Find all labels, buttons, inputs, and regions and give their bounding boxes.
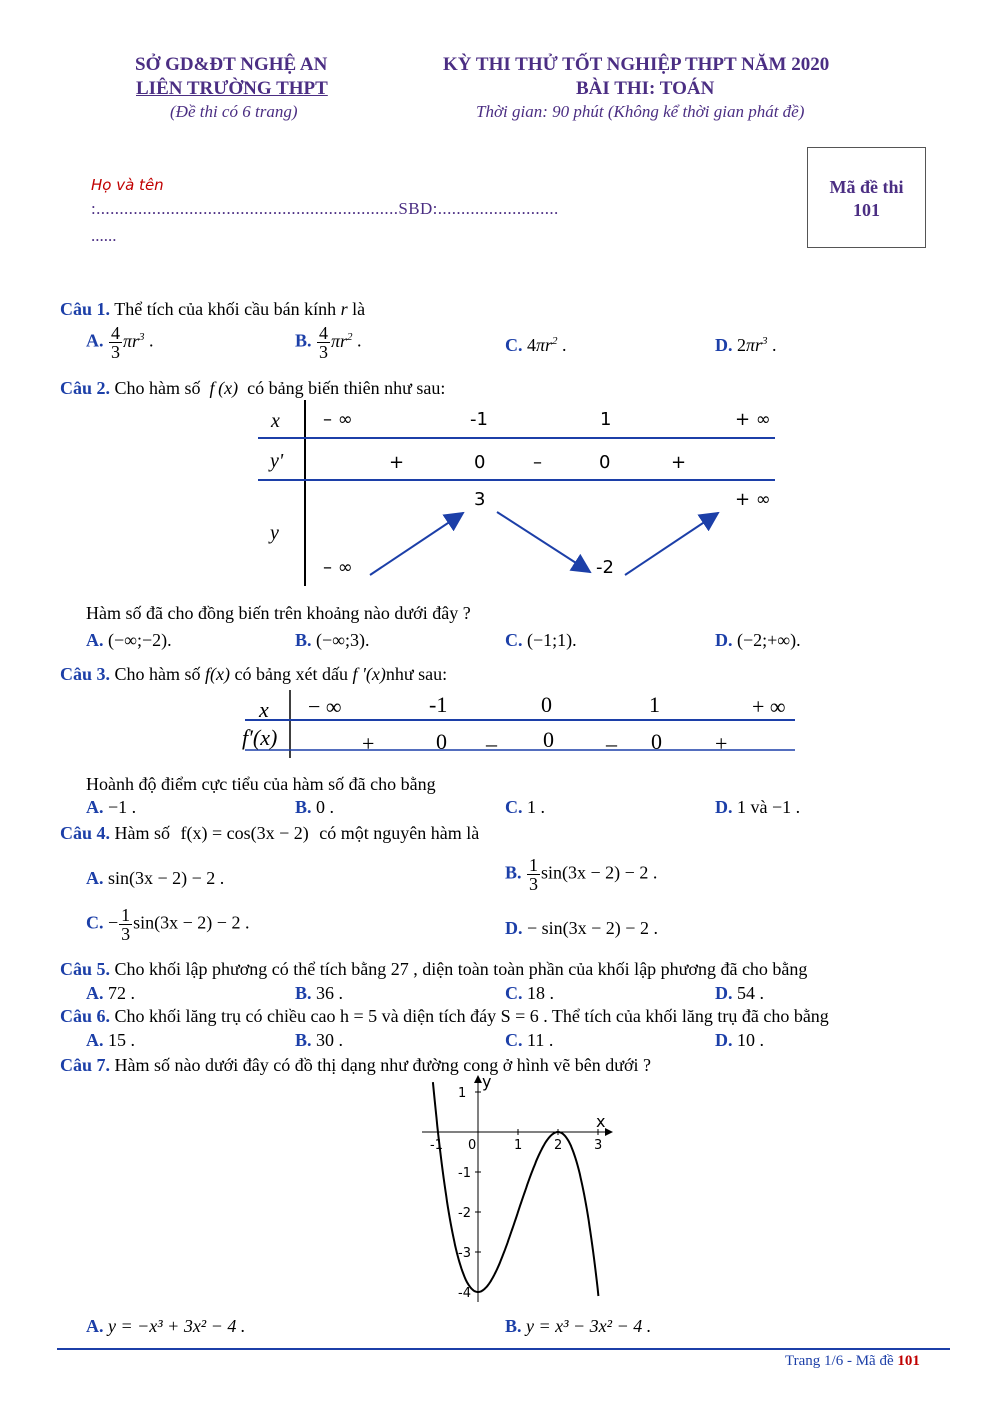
- q1-stem: [60, 299, 365, 320]
- q2-yp-sign: –: [533, 452, 542, 473]
- q2-option-b[interactable]: B. (−∞;3).: [295, 630, 370, 650]
- q3-sign: 0: [651, 729, 662, 754]
- school-name: SỞ GD&ĐT NGHỆ AN: [135, 54, 328, 75]
- q3-option-c[interactable]: C. 1 .: [505, 797, 545, 817]
- option-text: 72 .: [108, 983, 135, 1003]
- option-text: 18 .: [527, 983, 554, 1003]
- q6-option-b[interactable]: B. 30 .: [295, 1030, 344, 1050]
- footer-rule: [57, 1348, 950, 1350]
- y-tick-label: -1: [458, 1166, 471, 1181]
- q2-x-val: -1: [470, 409, 488, 430]
- exam-subject: BÀI THI: TOÁN: [576, 78, 715, 99]
- q1-option-c[interactable]: C. $4\pi r^2$ .: [505, 335, 567, 355]
- q2-y-val: + ∞: [735, 489, 771, 510]
- option-text: (−∞;−2).: [108, 630, 172, 650]
- q1-option-a[interactable]: A. $\frac{4}{3}$ $\pi r^3$ .: [86, 323, 154, 362]
- option-text: 11 .: [527, 1030, 554, 1050]
- q4-text-pre: Hàm số: [114, 823, 171, 843]
- q2-text-pre: Cho hàm số: [114, 378, 201, 398]
- q6-option-c[interactable]: C. 11 .: [505, 1030, 554, 1050]
- page-footer: [785, 1353, 920, 1370]
- q1-option-d[interactable]: D. $2\pi r^3$ .: [715, 335, 777, 355]
- x-tick-label: 0: [468, 1138, 477, 1153]
- q2-y-val: 3: [474, 489, 486, 510]
- q3-sign: 0: [543, 727, 554, 752]
- q2-x-val: 1: [600, 409, 612, 430]
- q6-stem: [60, 1006, 829, 1027]
- name-sbd-dots: :.................................................................SBD:..........................: [91, 199, 559, 218]
- x-tick-label: 1: [514, 1138, 523, 1153]
- q3-text-pre: Cho hàm số: [114, 664, 201, 684]
- x-tick-label: 2: [554, 1138, 563, 1153]
- q5-stem: [60, 959, 807, 980]
- function-curve: [433, 1082, 599, 1296]
- option-text: −1 .: [108, 797, 137, 817]
- exam-code-label: Mã đề thi: [829, 177, 904, 197]
- q2-yp-sign: 0: [474, 452, 486, 473]
- q2-x-val: + ∞: [735, 409, 771, 430]
- q3-x-label: x: [259, 697, 269, 722]
- q4-stem: [60, 823, 479, 844]
- q4-number: Câu 4.: [60, 823, 111, 843]
- q1-var: r: [340, 299, 348, 319]
- q3-x-val: 1: [649, 692, 660, 717]
- q2-text-post: có bảng biến thiên như sau:: [247, 378, 446, 398]
- q2-stem: Câu 2. Cho hàm số f (x) có bảng biến thiên như sau:: [60, 378, 446, 398]
- q3-text-post: như sau:: [385, 664, 448, 684]
- name-sbd-line: [91, 199, 559, 219]
- q2-option-d[interactable]: D. (−2;+∞).: [715, 630, 801, 650]
- q4-text-post: có một nguyên hàm là: [319, 823, 480, 843]
- school-group: LIÊN TRƯỜNG THPT: [136, 78, 328, 99]
- page-count-note: (Đề thi có 6 trang): [170, 102, 298, 121]
- q2-y-label: y: [270, 522, 279, 544]
- q4-option-b[interactable]: B. $\frac{1}{3}$ sin(3x − 2) − 2 .: [505, 855, 658, 894]
- q7-text: Hàm số nào dưới đây có đồ thị dạng như đường cong ở hình vẽ bên dưới ?: [114, 1055, 652, 1075]
- y-tick-label: -3: [458, 1246, 471, 1261]
- x-tick-label: -1: [430, 1138, 443, 1153]
- q3-stem: [60, 664, 447, 685]
- q3-option-a[interactable]: A. −1 .: [86, 797, 137, 817]
- q7-option-b[interactable]: B. y = x³ − 3x² − 4 .: [505, 1316, 652, 1336]
- q5-option-d[interactable]: D. 54 .: [715, 983, 764, 1003]
- option-text: 10 .: [737, 1030, 764, 1050]
- q3-sign: 0: [436, 729, 447, 754]
- option-text: 1 và −1 .: [737, 797, 801, 817]
- q7-graph: [400, 1070, 630, 1310]
- q2-number: Câu 2.: [60, 378, 111, 398]
- q5-text: Cho khối lập phương có thể tích bằng 27 , diện toàn toàn phần của khối lập phương đã cho bằng: [114, 959, 808, 979]
- q3-sign: +: [715, 731, 728, 756]
- q2-yp-sign: 0: [599, 452, 611, 473]
- q3-sign: –: [486, 731, 497, 756]
- q3-number: Câu 3.: [60, 664, 111, 684]
- option-text: y = x³ − 3x² − 4 .: [526, 1316, 652, 1336]
- q7-option-a[interactable]: A. y = −x³ + 3x² − 4 .: [86, 1316, 246, 1336]
- footer-code: 101: [897, 1353, 920, 1369]
- q1-text: Thể tích của khối cầu bán kính: [114, 299, 337, 319]
- q4-func: f(x) = cos(3x − 2): [180, 823, 309, 843]
- exam-code-value: 101: [853, 200, 880, 220]
- q6-number: Câu 6.: [60, 1006, 111, 1026]
- option-text: 36 .: [316, 983, 344, 1003]
- q3-text-mid: có bảng xét dấu: [234, 664, 348, 684]
- q3-x-val: + ∞: [752, 694, 786, 719]
- option-text: − sin(3x − 2) − 2 .: [527, 918, 658, 938]
- q2-yp-sign: +: [671, 452, 687, 473]
- q4-option-a[interactable]: A. sin(3x − 2) − 2 .: [86, 868, 225, 888]
- q3-option-b[interactable]: B. 0 .: [295, 797, 335, 817]
- option-text: sin(3x − 2) − 2 .: [133, 912, 250, 933]
- option-text: 0 .: [316, 797, 335, 817]
- option-text: sin(3x − 2) − 2 .: [541, 862, 658, 883]
- y-tick-label: 1: [458, 1086, 467, 1101]
- name-label: Họ và tên: [91, 176, 164, 194]
- option-text: y = −x³ + 3x² − 4 .: [108, 1316, 246, 1336]
- q1-option-b[interactable]: B. $\frac{4}{3}$ $\pi r^2$ .: [295, 323, 362, 362]
- q3-x-val: -1: [429, 692, 448, 717]
- q4-option-d[interactable]: D. − sin(3x − 2) − 2 .: [505, 918, 658, 938]
- y-axis-label: y: [482, 1072, 492, 1091]
- option-text: (−∞;3).: [316, 630, 370, 650]
- q3-fx: f(x): [205, 664, 231, 684]
- option-text: 30 .: [316, 1030, 344, 1050]
- q5-option-b[interactable]: B. 36 .: [295, 983, 344, 1003]
- q3-fp-label: f′(x): [242, 725, 278, 750]
- option-text: 15 .: [108, 1030, 135, 1050]
- q4-option-c[interactable]: C. − $\frac{1}{3}$ sin(3x − 2) − 2 .: [86, 905, 250, 944]
- footer-page: Trang 1/6 - Mã đề: [785, 1353, 894, 1369]
- q3-question: Hoành độ điểm cực tiểu của hàm số đã cho bằng: [86, 774, 436, 794]
- y-tick-label: -4: [458, 1286, 471, 1301]
- q2-x-label: x: [271, 410, 280, 432]
- q3-option-d[interactable]: D. 1 và −1 .: [715, 797, 801, 817]
- q1-tail: là: [352, 299, 366, 319]
- q7-number: Câu 7.: [60, 1055, 111, 1075]
- option-label: A.: [86, 330, 104, 351]
- q2-y-val: -2: [596, 557, 614, 578]
- q2-x-val: – ∞: [323, 409, 353, 430]
- q2-option-a[interactable]: A. (−∞;−2).: [86, 630, 172, 650]
- q2-question: Hàm số đã cho đồng biến trên khoảng nào dưới đây ?: [86, 603, 471, 623]
- q3-sign: –: [606, 731, 617, 756]
- q3-fpx: f '(x): [352, 664, 386, 684]
- q5-option-c[interactable]: C. 18 .: [505, 983, 554, 1003]
- option-text: (−2;+∞).: [737, 630, 801, 650]
- option-text: 1 .: [527, 797, 545, 817]
- q2-y-val: – ∞: [323, 557, 353, 578]
- q3-x-val: 0: [541, 692, 552, 717]
- option-label: C.: [505, 335, 523, 355]
- option-label: B.: [295, 330, 312, 351]
- exam-title: KỲ THI THỬ TỐT NGHIỆP THPT NĂM 2020: [443, 54, 830, 75]
- q6-option-a[interactable]: A. 15 .: [86, 1030, 135, 1050]
- q1-number: Câu 1.: [60, 299, 111, 319]
- x-tick-label: 3: [594, 1138, 603, 1153]
- q5-option-a[interactable]: A. 72 .: [86, 983, 135, 1003]
- q2-yp-label: y': [270, 450, 284, 472]
- q2-option-c[interactable]: C. (−1;1).: [505, 630, 577, 650]
- x-axis-label: x: [596, 1112, 606, 1131]
- q3-sign: +: [362, 731, 375, 756]
- option-label: D.: [715, 335, 733, 355]
- option-text: (−1;1).: [527, 630, 577, 650]
- option-text: sin(3x − 2) − 2 .: [108, 868, 225, 888]
- exam-code-box: [807, 147, 926, 248]
- q6-option-d[interactable]: D. 10 .: [715, 1030, 764, 1050]
- y-tick-label: -2: [458, 1206, 471, 1221]
- option-text: 54 .: [737, 983, 764, 1003]
- q2-yp-sign: +: [389, 452, 405, 473]
- q6-text: Cho khối lăng trụ có chiều cao h = 5 và diện tích đáy S = 6 . Thể tích của khối lăng trụ đã cho bằng: [114, 1006, 829, 1026]
- name-dots-cont: ......: [91, 226, 117, 245]
- q3-x-val: − ∞: [308, 694, 342, 719]
- exam-time: Thời gian: 90 phút (Không kể thời gian phát đề): [476, 102, 805, 121]
- q5-number: Câu 5.: [60, 959, 111, 979]
